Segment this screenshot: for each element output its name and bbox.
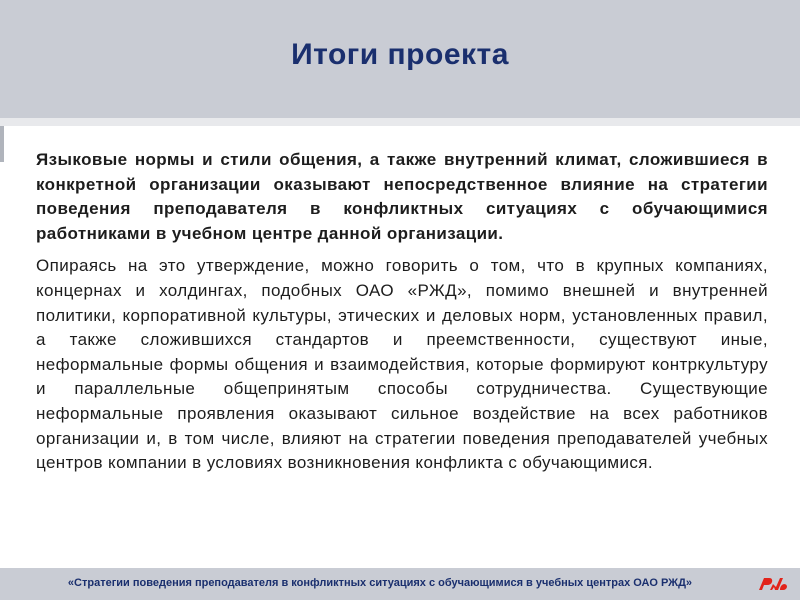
- slide-header: [0, 0, 800, 118]
- footer-caption: «Стратегии поведения преподавателя в конфликтных ситуациях с обучающимися в учебных центрах ОАО РЖД»: [67, 577, 693, 589]
- body-text: [36, 148, 768, 476]
- slide-footer: [0, 568, 800, 600]
- page-title: Итоги проекта: [291, 38, 509, 71]
- paragraph-regular: Опираясь на это утверждение, можно говорить о том, что в крупных компаниях, концернах и холдингах, подобных ОАО «РЖД», помимо внешней и внутренней политики, корпоративной культуры, этических и деловых норм, установленных правил, а также сложившихся стандартов и преемственности, существуют иные, неформальные формы общения и взаимодействия, которые формируют контркультуру и параллельные общепринятым способы сотрудничества. Существующие неформальные проявления оказывают сильное воздействие на всех работников организации и, в том числе, влияют на стратегии поведения преподавателей учебных центров компании в условиях возникновения конфликта с обучающимися.: [36, 256, 768, 473]
- left-accent-bar: [0, 126, 4, 162]
- paragraph-bold: Языковые нормы и стили общения, а также внутренний климат, сложившиеся в конкретной организации оказывают непосредственное влияние на стратегии поведения преподавателя в конфликтных ситуациях с обучающимися работниками в учебном центре данной организации.: [36, 150, 768, 243]
- rzd-logo-icon: [756, 573, 790, 595]
